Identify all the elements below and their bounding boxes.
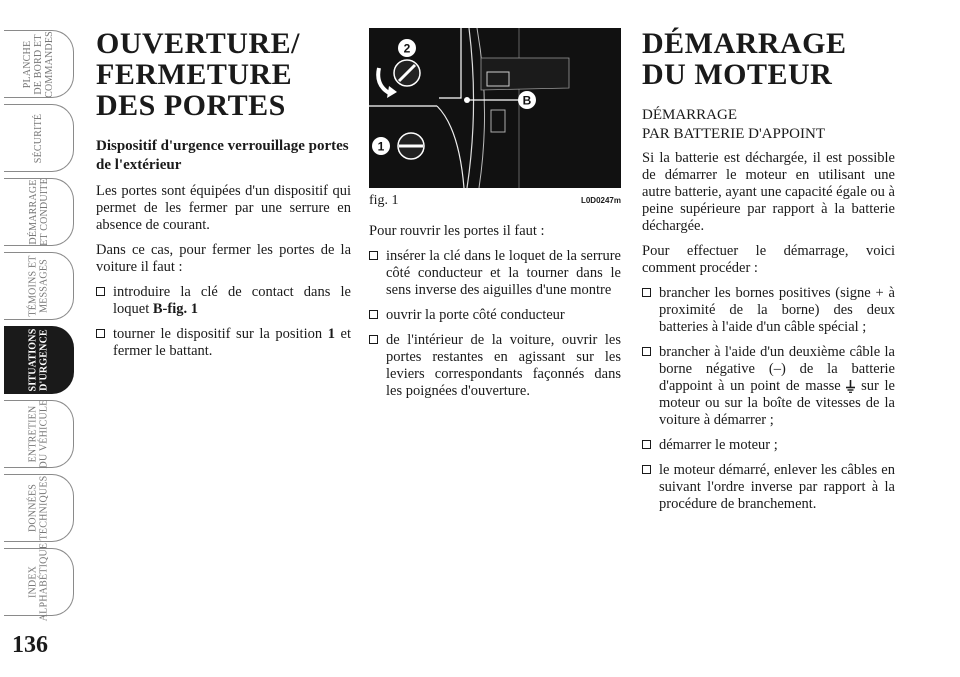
paragraph: Pour rouvrir les portes il faut :: [369, 223, 545, 239]
label-b: B: [522, 93, 532, 108]
list-item: introduire la clé de contact dans le loquet B-fig. 1: [96, 284, 351, 318]
column-reopen: [369, 28, 621, 408]
door-lock-illustration: [369, 28, 621, 188]
column-doors: [96, 28, 351, 368]
page-number: 136: [12, 632, 48, 658]
checkbox-bullet-icon: [369, 335, 378, 344]
checkbox-bullet-icon: [642, 347, 651, 356]
paragraph: Les portes sont équipées d'un dispositif qui permet de les fermer par une serrure en absence de courant.: [96, 183, 351, 233]
label-2: 2: [403, 41, 411, 56]
list-item: démarrer le moteur ;: [642, 437, 895, 454]
section-title-doors: OUVERTURE/ FERMETURE DES PORTES: [96, 27, 300, 122]
list-item: insérer la clé dans le loquet de la serrure côté conducteur et la tourner dans le sens inverse des aiguilles d'une montre: [369, 248, 621, 299]
column-engine-start: [642, 28, 895, 521]
checkbox-bullet-icon: [96, 287, 105, 296]
subsection-title: Dispositif d'urgence verrouillage portes de l'extérieur: [96, 138, 349, 173]
list-item: tourner le dispositif sur la position 1 et fermer le battant.: [96, 326, 351, 360]
section-title-engine: DÉMARRAGE DU MOTEUR: [642, 27, 847, 91]
paragraph: Dans ce cas, pour fermer les portes de la voiture il faut :: [96, 242, 351, 275]
list-item: ouvrir la porte côté conducteur: [369, 307, 621, 324]
subsection-title: DÉMARRAGE PAR BATTERIE D'APPOINT: [642, 107, 826, 142]
paragraph: Pour effectuer le démarrage, voici comment procéder :: [642, 243, 895, 276]
label-1: 1: [377, 139, 385, 154]
checkbox-bullet-icon: [369, 251, 378, 260]
checkbox-bullet-icon: [642, 288, 651, 297]
tab-securite[interactable]: SÉCURITÉ: [4, 104, 74, 172]
tab-planche-de-bord[interactable]: PLANCHE DE BORD ET COMMANDES: [4, 30, 74, 98]
bullet-list: [96, 284, 351, 360]
checkbox-bullet-icon: [642, 465, 651, 474]
tab-demarrage[interactable]: DÉMARRAGE ET CONDUITE: [4, 178, 74, 246]
list-item: brancher les bornes positives (signe + à proximité de la borne) des deux batteries à l'aide d'un câble spécial ;: [642, 285, 895, 336]
tab-temoins[interactable]: TÉMOINS ET MESSAGES: [4, 252, 74, 320]
list-item: le moteur démarré, enlever les câbles en suivant l'ordre inverse par rapport à la procédure de branchement.: [642, 462, 895, 513]
paragraph: Si la batterie est déchargée, il est possible de démarrer le moteur en utilisant une autre batterie, ayant une capacité égale ou à peine supérieure par rapport à la batterie déchargée.: [642, 150, 895, 234]
tab-entretien[interactable]: ENTRETIEN DU VÉHICULE: [4, 400, 74, 468]
checkbox-bullet-icon: [96, 329, 105, 338]
tab-donnees[interactable]: DONNÉES TECHNIQUES: [4, 474, 74, 542]
bullet-list: [642, 285, 895, 513]
tab-index[interactable]: INDEX ALPHABÉTIQUE: [4, 548, 74, 616]
tab-situations-urgence[interactable]: SITUATIONS D'URGENCE: [4, 326, 74, 394]
figure-door-lock: [369, 28, 621, 188]
checkbox-bullet-icon: [369, 310, 378, 319]
checkbox-bullet-icon: [642, 440, 651, 449]
list-item: de l'intérieur de la voiture, ouvrir les portes restantes en agissant sur les leviers correspondants façonnés dans les poignées d'ouverture.: [369, 332, 621, 400]
list-item: brancher à l'aide d'un deuxième câble la borne négative (–) de la batterie d'appoint à un point de masse sur le moteur ou sur la boîte de vitesses de la voiture à démarrer ;: [642, 344, 895, 429]
figure-caption: fig. 1 L0D0247m: [369, 193, 621, 208]
bullet-list: [369, 248, 621, 400]
